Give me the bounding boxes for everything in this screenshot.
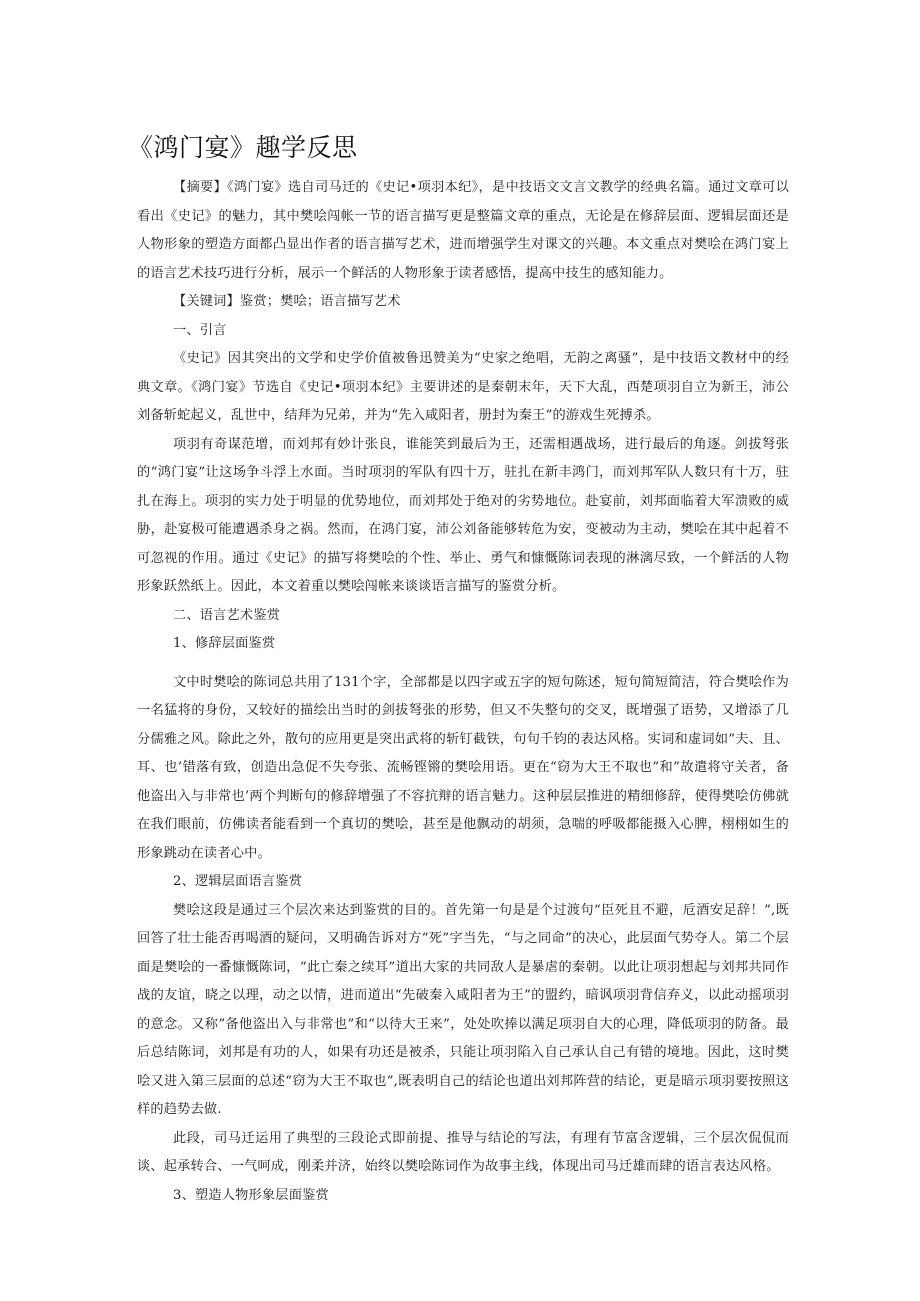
document-body [137,174,789,1210]
intro-paragraph-2: 项羽有奇谋范增，而刘邦有妙计张良，谁能笑到最后为王，还需相遇战场，进行最后的角逐。剑拔弩张的“鸿门宴”让这场争斗浮上水面。当时项羽的军队有四十万，驻扎在新丰鸿门，而刘邦军队人数只有十万，驻扎在海上。项羽的实力处于明显的优势地位，而刘邦处于绝对的劣势地位。赴宴前，刘邦面临着大军溃败的威胁，赴宴极可能遭遇杀身之祸。然而，在鸿门宴，沛公刘备能够转危为安，变被动为主动，樊哙在其中起着不可忽视的作用。通过《史记》的描写将樊哙的个性、举止、勇气和慷慨陈词表现的淋漓尽致，一个鲜活的人物形象跃然纸上。因此，本文着重以樊哙闯帐来谈谈语言描写的鉴赏分析。 [137,436,789,594]
keywords-line: 【关键词】鉴赏；樊哙；语言描写艺术 [173,294,401,309]
subsection-heading-logic: 2、逻辑层面语言鉴赏 [173,874,303,889]
rhetoric-paragraph: 文中时樊哙的陈词总共用了131个字，全部都是以四字或五字的短句陈述，短句简短简洁，符合樊哙作为一名猛将的身份，又较好的描绘出当时的剑拔弩张的形势，但又不失整句的交叉，既增强了语势，又增添了几分儒雅之风。除此之外，散句的应用更是突出武将的斩钉截铁，句句千钧的表达风格。实词和虚词如”夫、且、耳、也’错落有致，创造出急促不失夸张、流畅铿锵的樊哙用语。更在“窃为大王不取也”和”故遣将守关者，备他盗出入与非常也’两个判断句的修辞增强了不容抗辩的语言魅力。这种层层推进的精细修辞，使得樊哙仿佛就在我们眼前，仿佛读者能看到一个真切的樊哙，甚至是他飘动的胡须，急喘的呼吸都能摄入心脾，栩栩如生的形象跳动在读者心中。 [137,674,789,861]
logic-paragraph-2: 此段，司马迁运用了典型的三段论式即前提、推导与结论的写法，有理有节富含逻辑，三个层次侃侃而谈、起承转合、一气呵成，刚柔并济，始终以樊哙陈词作为故事主线，体现出司马迁雄而肆的语言表达风格。 [137,1130,789,1174]
section-heading-appreciation: 二、语言艺术鉴赏 [173,607,281,623]
subsection-heading-rhetoric: 1、修辞层面鉴赏 [173,636,276,651]
intro-paragraph-1: 《史记》因其突出的文学和史学价值被鲁迅赞美为“史家之绝唱，无韵之离骚”，是中技语文教材中的经典文章。《鸿门宴》节选自《史记•项羽本纪》主要讲述的是秦朝末年，天下大乱，西楚项羽自立为新王，沛公刘备斩蛇起义，乱世中，结拜为兄弟，并为“先入咸阳者，册封为秦王”的游戏生死搏杀。 [137,351,789,423]
abstract-paragraph: 【摘要】《鸿门宴》选自司马迁的《史记•项羽本纪》，是中技语文文言文教学的经典名篇。通过文章可以看出《史记》的魅力，其中樊哙闯帐一节的语言描写更是整篇文章的重点，无论是在修辞层面、逻辑层面还是人物形象的塑造方面都凸显出作者的语言描写艺术，进而增强学生对课文的兴趣。本文重点对樊哙在鸿门宴上的语言艺术技巧进行分析，展示一个鲜活的人物形象于读者感悟，提高中技生的感知能力。 [137,180,789,281]
logic-paragraph-1: 樊哙这段是通过三个层次来达到鉴赏的目的。首先第一句是是个过渡句“臣死且不避，卮酒安足辞！”,既回答了壮士能否再喝酒的疑问，又明确告诉对方“死”字当先，“与之同命”的决心，此层面气势夺人。第二个层面是樊哙的一番慷慨陈词，“此亡秦之续耳”道出大家的共同敌人是暴虐的秦朝。以此让项羽想起与刘邦共同作战的友谊，晓之以理，动之以情，进而道出“先破秦入咸阳者为王”的盟约，暗讽项羽背信弃义，以此动摇项羽的意念。又称”备他盗出入与非常也”和“以待大王来”，处处吹捧以满足项羽自大的心理，降低项羽的防备。最后总结陈词，刘邦是有功的人，如果有功还是被杀，只能让项羽陷入自己承认自己有错的境地。因此，这时樊哙又进入第三层面的总述“窃为大王不取也”,既表明自己的结论也道出刘邦阵营的结论，更是暗示项羽要按照这样的趋势去做. [137,902,789,1117]
section-heading-intro: 一、引言 [173,322,227,338]
document-title: 《鸿门宴》趣学反思 [128,133,358,162]
subsection-heading-character: 3、塑造人物形象层面鉴赏 [173,1187,329,1203]
